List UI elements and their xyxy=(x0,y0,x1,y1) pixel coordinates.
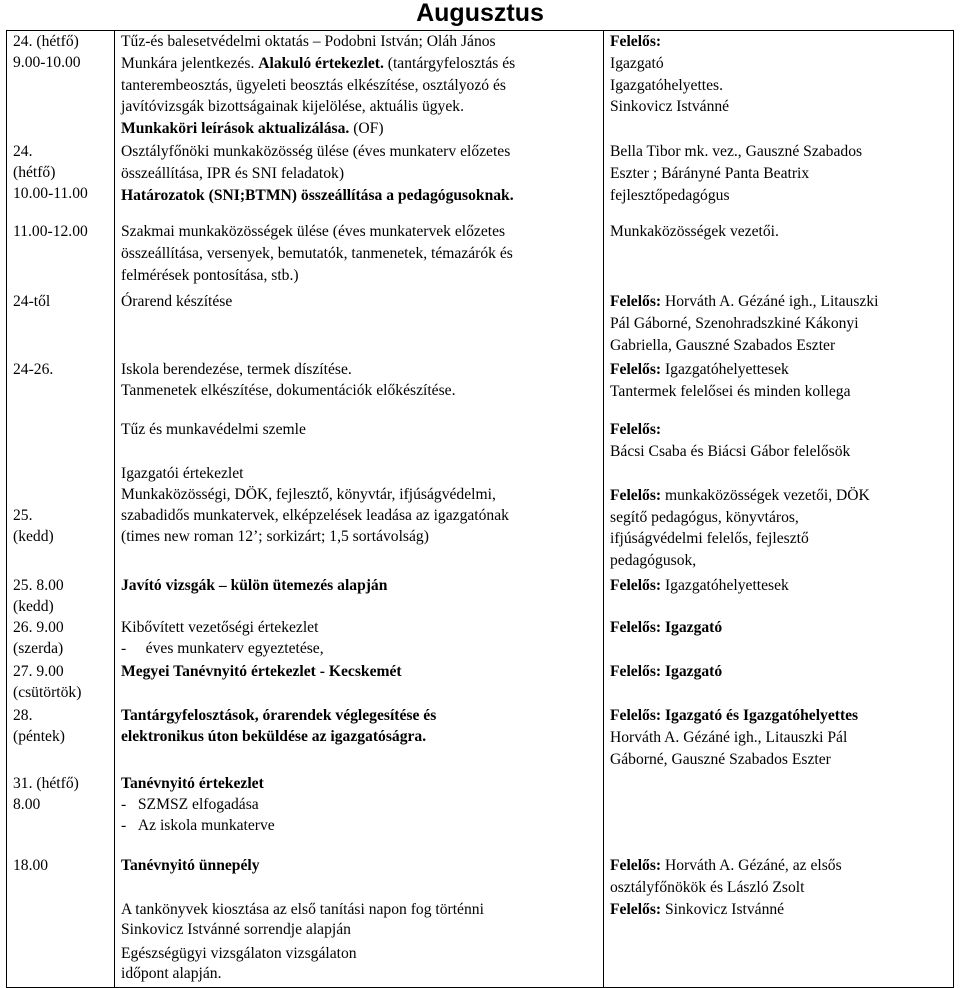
activity-line: Megyei Tanévnyitó értekezlet - Kecskemét xyxy=(121,663,402,680)
date-text: 24. (hétfő) xyxy=(13,33,79,50)
date-text: 24-től xyxy=(13,293,51,310)
responsible-line: pedagógusok, xyxy=(610,552,697,570)
responsible-line: Eszter ; Bárányné Panta Beatrix xyxy=(610,164,810,182)
responsible-line xyxy=(610,33,661,51)
activity-line: Javító vizsgák – külön ütemezés alapján xyxy=(121,577,388,594)
activity-text: Munkaköri leírások aktualizálása. xyxy=(121,120,350,138)
table-row xyxy=(0,574,960,616)
responsible-text: Felelős: Igazgató xyxy=(610,619,723,636)
responsible-line: osztályfőnökök és László Zsolt xyxy=(610,878,805,896)
responsible-text: Horváth A. Gézáné, az elsős xyxy=(661,857,842,874)
activity-line: javítóvizsgák bizottságainak kijelölése, aktuális ügyek. xyxy=(121,98,464,116)
responsible-text: Felelős: xyxy=(610,361,662,378)
table-row xyxy=(0,220,960,290)
responsible-line: Munkaközösségek vezetői. xyxy=(610,223,779,240)
table-row xyxy=(0,30,960,140)
activity-text: Alakuló értekezlet. xyxy=(258,54,384,72)
activity-line: Tanévnyitó értekezlet xyxy=(121,775,264,792)
responsible-text: Felelős: Igazgató xyxy=(610,663,723,680)
table-row xyxy=(0,140,960,220)
activity-text: (OF) xyxy=(349,120,384,138)
table-row xyxy=(0,418,960,462)
activity-text: (tantárgyfelosztás és xyxy=(383,54,516,72)
date-text: 11.00-12.00 xyxy=(13,223,88,240)
responsible-line: Bácsi Csaba és Biácsi Gábor felelősök xyxy=(610,442,851,460)
responsible-text: Igazgatóhelyettesek xyxy=(661,361,789,378)
page-title: Augusztus xyxy=(416,0,544,27)
responsible-line: Sinkovicz Istvánné xyxy=(610,98,730,116)
row-divider xyxy=(6,30,954,31)
date-text: 25. 8.00 xyxy=(13,577,64,594)
activity-line: Tantárgyfelosztások, órarendek véglegesítése és xyxy=(121,707,437,724)
responsible-line xyxy=(610,487,870,505)
activity-line: elektronikus úton beküldése az igazgatóságra. xyxy=(121,728,427,745)
date-text: 27. 9.00 xyxy=(13,663,64,680)
activity-line: A tankönyvek kiosztása az első tanítási napon fog történni xyxy=(121,901,484,918)
date-text: (szerda) xyxy=(13,640,64,657)
date-text: (kedd) xyxy=(13,528,54,545)
activity-line: Egészségügyi vizsgálaton vizsgálaton xyxy=(121,945,357,962)
responsible-text: Igazgatóhelyettesek xyxy=(661,577,789,594)
responsible-text: Sinkovicz Istvánné xyxy=(661,901,785,918)
responsible-line xyxy=(610,421,661,439)
responsible-line: fejlesztőpedagógus xyxy=(610,186,730,204)
responsible-text: munkaközösségek vezetői, DÖK xyxy=(661,486,870,504)
activity-line: szabadidős munkatervek, elképzelések leadása az igazgatónak xyxy=(121,507,509,524)
column-divider xyxy=(603,30,604,988)
date-text: (hétfő) xyxy=(13,164,56,181)
table-row xyxy=(0,290,960,358)
activity-line: Tanévnyitó ünnepély xyxy=(121,857,260,874)
responsible-line: ifjúságvédelmi felelős, fejlesztő xyxy=(610,530,809,548)
responsible-line: segítő pedagógus, könyvtáros, xyxy=(610,508,799,526)
activity-line: Kibővített vezetőségi értekezlet xyxy=(121,619,319,636)
responsible-line xyxy=(610,293,878,311)
activity-text: Munkára jelentkezés. xyxy=(121,54,259,72)
table-row xyxy=(0,358,960,418)
date-text: 18.00 xyxy=(13,857,49,874)
responsible-text: Felelős: xyxy=(610,33,662,50)
responsible-line xyxy=(610,619,722,637)
activity-line: Sinkovicz Istvánné sorrendje alapján xyxy=(121,921,351,938)
activity-line: Szakmai munkaközösségek ülése (éves munkatervek előzetes xyxy=(121,223,506,240)
activity-line: összeállítása, IPR és SNI feladatok) xyxy=(121,164,345,182)
responsible-text: Felelős: xyxy=(610,901,662,918)
column-divider xyxy=(6,30,7,988)
date-text: 26. 9.00 xyxy=(13,619,64,636)
responsible-line: Igazgatóhelyettes. xyxy=(610,76,724,94)
responsible-line: Pál Gáborné, Szenohradszkiné Kákonyi xyxy=(610,314,859,332)
date-text: (péntek) xyxy=(13,728,65,745)
date-text: 24. xyxy=(13,143,33,160)
responsible-text: Felelős: xyxy=(610,421,662,438)
date-text: 28. xyxy=(13,707,33,724)
responsible-line xyxy=(610,663,722,681)
activity-line: Osztályfőnöki munkaközösség ülése (éves munkaterv előzetes xyxy=(121,143,511,160)
activity-line: felmérések pontosítása, stb.) xyxy=(121,266,299,284)
table-row xyxy=(0,704,960,772)
activity-line: tanterembeosztás, ügyeleti beosztás elkészítése, osztályozó és xyxy=(121,76,506,94)
table-row xyxy=(0,616,960,660)
activity-line: Iskola berendezése, termek díszítése. xyxy=(121,361,352,378)
date-text: 24-26. xyxy=(13,361,54,378)
responsible-text: Felelős: xyxy=(610,577,662,594)
responsible-text: Felelős: xyxy=(610,293,662,310)
responsible-line xyxy=(610,361,789,379)
responsible-line xyxy=(610,901,784,919)
activity-line: Tanmenetek elkészítése, dokumentációk előkészítése. xyxy=(121,382,456,399)
column-divider xyxy=(114,30,115,988)
activity-line: - éves munkaterv egyeztetése, xyxy=(121,640,324,657)
responsible-text: Felelős: Igazgató és Igazgatóhelyettes xyxy=(610,707,859,724)
activity-line: összeállítása, versenyek, bemutatók, tanmenetek, témazárók és xyxy=(121,244,513,262)
responsible-line xyxy=(610,577,789,595)
activity-line: Igazgatói értekezlet xyxy=(121,465,244,482)
date-text: 8.00 xyxy=(13,796,41,813)
date-text: 31. (hétfő) xyxy=(13,775,79,792)
date-text: 9.00-10.00 xyxy=(13,54,81,71)
activity-line: (times new roman 12’; sorkizárt; 1,5 sortávolság) xyxy=(121,528,429,545)
responsible-line: Gabriella, Gauszné Szabados Eszter xyxy=(610,336,836,354)
table-row xyxy=(0,660,960,704)
responsible-text: Felelős: xyxy=(610,857,662,874)
responsible-line: Horváth A. Gézáné igh., Litauszki Pál xyxy=(610,728,848,746)
table-row xyxy=(0,462,960,574)
activity-line: - SZMSZ elfogadása xyxy=(121,796,259,813)
activity-line xyxy=(121,55,515,73)
responsible-line: Gáborné, Gauszné Szabados Eszter xyxy=(610,750,831,768)
responsible-line: Igazgató xyxy=(610,54,664,72)
responsible-text: Felelős: xyxy=(610,486,662,504)
activity-line: Határozatok (SNI;BTMN) összeállítása a pedagógusoknak. xyxy=(121,186,514,204)
table-row xyxy=(0,854,960,988)
activity-line: - Az iskola munkaterve xyxy=(121,817,275,834)
activity-line: Tűz-és balesetvédelmi oktatás – Podobni István; Oláh János xyxy=(121,33,496,50)
activity-line: Tűz és munkavédelmi szemle xyxy=(121,421,306,438)
date-text: 25. xyxy=(13,507,33,524)
responsible-line xyxy=(610,857,842,875)
activity-line: Órarend készítése xyxy=(121,293,233,310)
date-text: (csütörtök) xyxy=(13,684,82,701)
responsible-line xyxy=(610,707,858,725)
activity-line xyxy=(121,120,384,138)
date-text: 10.00-11.00 xyxy=(13,185,88,202)
date-text: (kedd) xyxy=(13,598,54,615)
responsible-text: Horváth A. Gézáné igh., Litauszki xyxy=(661,293,879,310)
column-divider xyxy=(953,30,954,988)
activity-line: időpont alapján. xyxy=(121,965,222,982)
responsible-line: Bella Tibor mk. vez., Gauszné Szabados xyxy=(610,143,863,160)
activity-line: Munkaközösségi, DÖK, fejlesztő, könyvtár, ifjúságvédelmi, xyxy=(121,486,496,503)
table-row xyxy=(0,772,960,854)
responsible-line: Tantermek felelősei és minden kollega xyxy=(610,382,851,400)
